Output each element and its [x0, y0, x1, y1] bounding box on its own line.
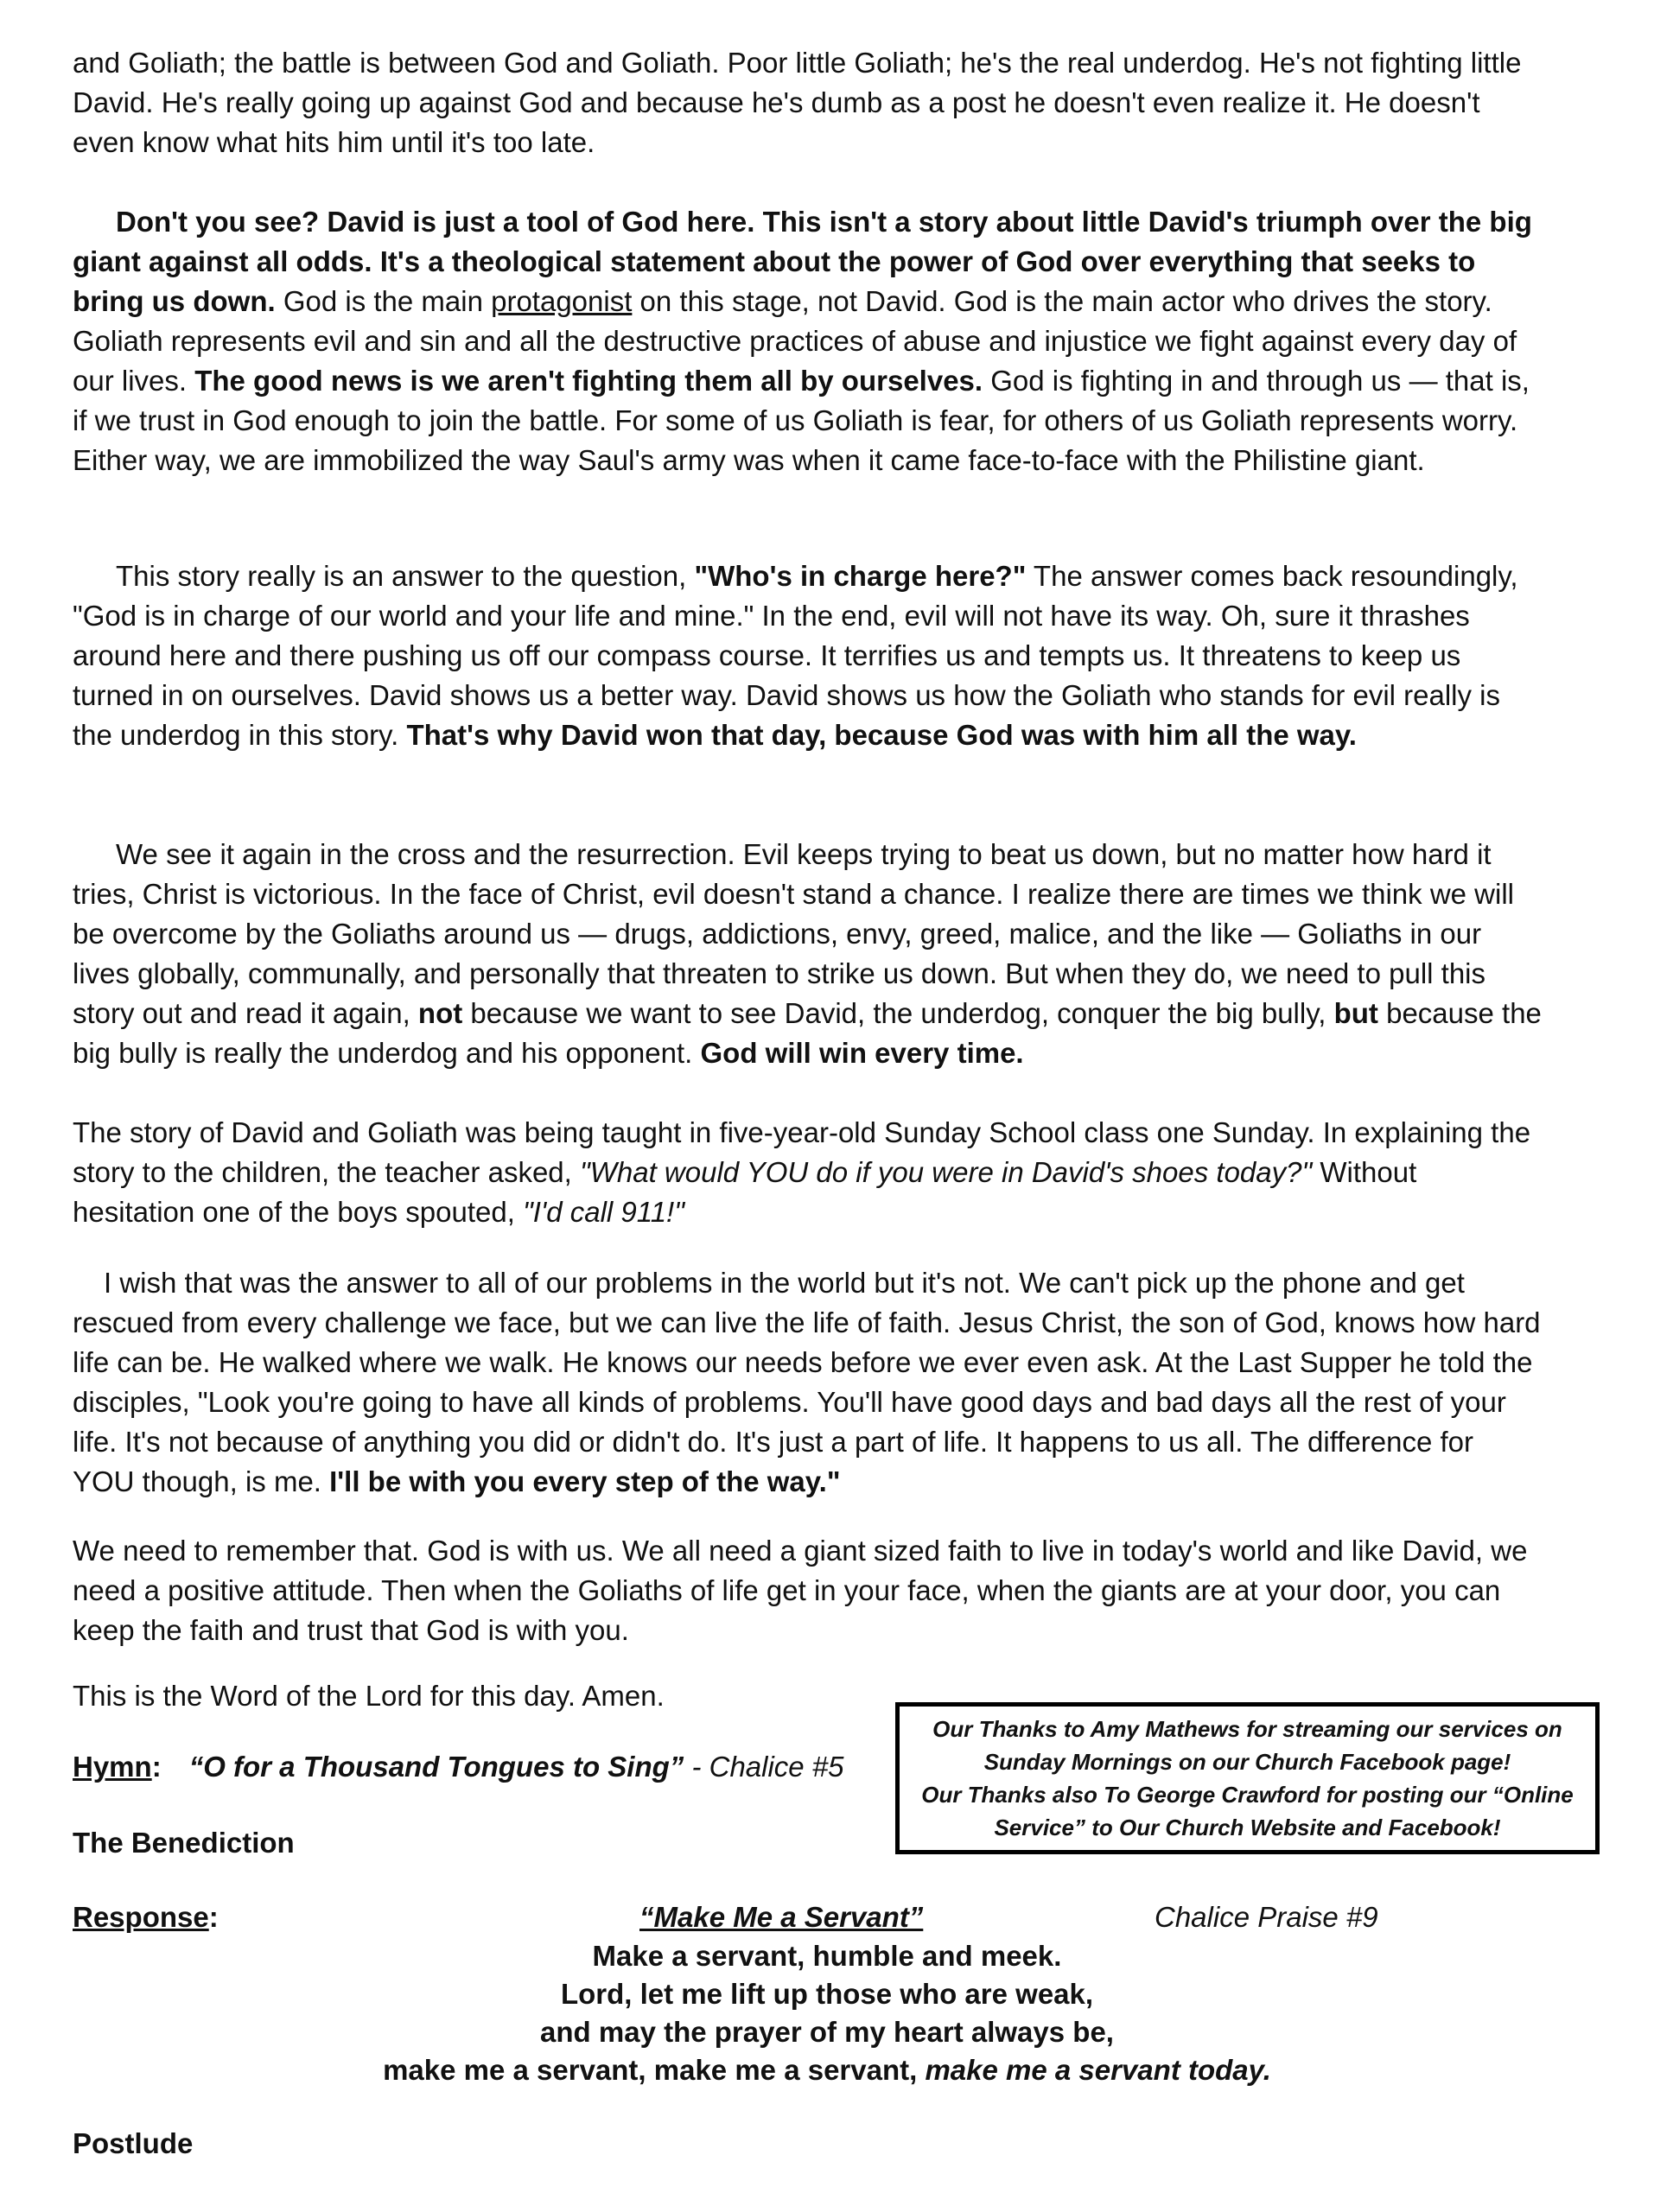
- bold-text: Don't you see? David is just a tool of God here. This isn't a story about little David's triumph over the big giant against all odds. It's a theological statement about the power of God over everything that seeks to bring us down.: [73, 206, 1532, 317]
- text-run: The story of David and Goliath was being taught in five-year-old Sunday School class one Sunday. In explaining the story to the children, the teacher asked,: [73, 1116, 1531, 1188]
- bold-text: "Who's in charge here?": [694, 560, 1027, 592]
- italic-quote: "I'd call 911!": [523, 1196, 684, 1228]
- text-run: on this stage, not David. God is the main actor who drives the story. Goliath represents evil and sin and all the destructive practices of abuse and injustice we fight against every day of our lives.: [73, 285, 1517, 397]
- notice-line: Sunday Mornings on our Church Facebook page!: [983, 1749, 1511, 1775]
- sermon-paragraph-5: [73, 1113, 1542, 1232]
- lyrics-line: Make a servant, humble and meek.: [592, 1940, 1062, 1972]
- notice-line: Our Thanks to Amy Mathews for streaming our services on: [932, 1716, 1562, 1742]
- underlined-word: protagonist: [491, 285, 633, 317]
- text-run: The answer comes back resoundingly, "God is in charge of our world and your life and mine." In the end, evil will not have its way. Oh, sure it thrashes around here and there pushing us off our compass course. It terrifies us and tempts us. It threatens to keep us turned in on ourselves. David shows us a better way. David shows us how the Goliath who stands for evil really is the underdog in this story.: [73, 560, 1518, 751]
- lyrics-line: and may the prayer of my heart always be,: [540, 2016, 1114, 2048]
- response-colon: :: [208, 1901, 219, 1933]
- lyrics-italic-text: make me a servant today.: [925, 2054, 1271, 2086]
- hymn-colon: :: [151, 1751, 162, 1783]
- bold-text: I'll be with you every step of the way.": [329, 1465, 841, 1497]
- response-label-line: [73, 1897, 219, 1937]
- response-reference: Chalice Praise #9: [1155, 1901, 1378, 1933]
- hymn-reference: - Chalice #5: [684, 1751, 844, 1783]
- sermon-paragraph-4: [73, 835, 1542, 1073]
- text-run: because the big bully is really the underdog and his opponent.: [73, 997, 1542, 1069]
- sermon-paragraph-1: and Goliath; the battle is between God and Goliath. Poor little Goliath; he's the real underdog. He's not fighting little David. He's really going up against God and because he's dumb as a post he doesn't even realize it. He doesn't even know what hits him until it's too late.: [73, 47, 1522, 158]
- response-label: Response: [73, 1901, 209, 1933]
- text-run: God is fighting in and through us — that is, if we trust in God enough to join the battle. For some of us Goliath is fear, for others of us Goliath represents worry. Either way, we are immobilized the way Saul's army was when it came face-to-face with the Philistine giant.: [73, 365, 1530, 476]
- hymn-line: [73, 1747, 844, 1787]
- sermon-paragraph-7: We need to remember that. God is with us. We all need a giant sized faith to live in today's world and like David, we need a positive attitude. Then when the Goliaths of life get in your face, when the giants are at your door, you can keep the faith and trust that God is with you.: [73, 1535, 1528, 1646]
- text-run: I wish that was the answer to all of our problems in the world but it's not. We can't pick up the phone and get rescued from every challenge we face, but we can live the life of faith. Jesus Christ, the son of God, knows how hard life can be. He walked where we walk. He knows our needs before we ever even ask. At the Last Supper he told the disciples, "Look you're going to have all kinds of problems. You'll have good days and bad days all the rest of your life. It's not because of anything you did or didn't do. It's just a part of life. It happens to us all. The difference for YOU though, is me.: [73, 1267, 1541, 1497]
- bold-text: but: [1333, 997, 1378, 1029]
- lyrics-text: make me a servant, make me a servant,: [383, 2054, 926, 2086]
- sermon-paragraph-2: [73, 202, 1542, 480]
- lyrics-line: [0, 2051, 1654, 2089]
- sermon-paragraph-6: [73, 1263, 1542, 1502]
- lyrics-line: Lord, let me lift up those who are weak,: [560, 1978, 1094, 2010]
- italic-quote: "What would YOU do if you were in David's shoes today?": [580, 1156, 1313, 1188]
- text-run: We see it again in the cross and the resurrection. Evil keeps trying to beat us down, but no matter how hard it tries, Christ is victorious. In the face of Christ, evil doesn't stand a chance. I realize there are times we think we will be overcome by the Goliaths around us — drugs, addictions, envy, greed, malice, and the like — Goliaths in our lives globally, communally, and personally that threaten to strike us down. But when they do, we need to pull this story out and read it again,: [73, 838, 1514, 1029]
- bold-text: The good news is we aren't fighting them all by ourselves.: [194, 365, 983, 397]
- thanks-notice-box: [895, 1702, 1600, 1854]
- response-title: “Make Me a Servant”: [639, 1901, 924, 1933]
- notice-line: Service” to Our Church Website and Facebook!: [994, 1815, 1501, 1840]
- closing-line: This is the Word of the Lord for this day. Amen.: [73, 1680, 665, 1712]
- benediction-heading: The Benediction: [73, 1827, 295, 1859]
- hymn-label: Hymn: [73, 1751, 152, 1783]
- bold-text: God will win every time.: [700, 1037, 1024, 1069]
- notice-line: Our Thanks also To George Crawford for posting our “Online: [921, 1782, 1574, 1808]
- text-run: because we want to see David, the underdog, conquer the big bully,: [462, 997, 1334, 1029]
- hymn-title: “O for a Thousand Tongues to Sing”: [188, 1751, 684, 1783]
- bold-text: not: [417, 997, 463, 1029]
- text-run: God is the main: [275, 285, 492, 317]
- sermon-paragraph-3: [73, 556, 1542, 755]
- bold-text: That's why David won that day, because God was with him all the way.: [406, 719, 1357, 751]
- text-run: This story really is an answer to the question,: [116, 560, 695, 592]
- text-run: Without hesitation one of the boys spouted,: [73, 1156, 1417, 1228]
- postlude-heading: Postlude: [73, 2127, 194, 2159]
